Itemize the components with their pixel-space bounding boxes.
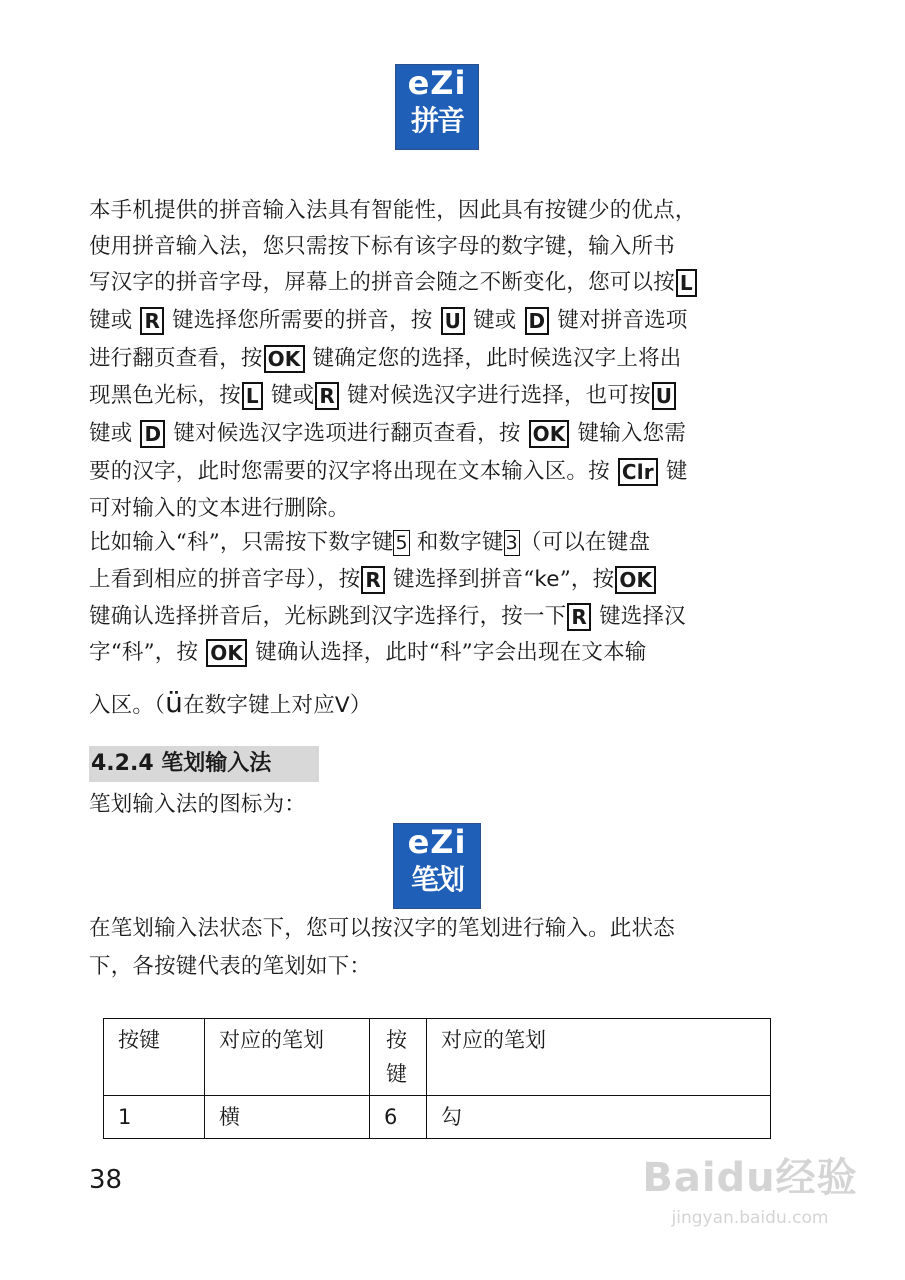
para1-line6: 现黑色光标，按 L 键或 R 键对候选汉字进行选择，也可按 U (89, 381, 677, 411)
para1-line2: 使用拼音输入法，您只需按下标有该字母的数字键，输入所书 (89, 234, 675, 259)
table-header-cell: 对应的笔划 (427, 1019, 771, 1096)
key-R: R (567, 603, 591, 631)
key-OK: OK (529, 420, 570, 448)
para2-line2: 上看到相应的拼音字母），按 R 键选择到拼音“ke”，按 OK (89, 565, 657, 595)
stroke-key-table (103, 1018, 771, 1139)
table-header-cell: 对应的笔划 (205, 1019, 370, 1096)
logo-bottom-text: 拼音 (410, 104, 463, 137)
key-3: 3 (505, 532, 518, 554)
key-R: R (361, 566, 385, 594)
key-OK: OK (615, 566, 656, 594)
baidu-watermark (640, 1150, 860, 1230)
logo-top-text: eZi (407, 823, 467, 861)
para2-line4: 字“科”，按 OK 键确认选择，此时“科”字会出现在文本输 (89, 640, 647, 665)
logo-top-text: eZi (407, 64, 467, 102)
key-R: R (140, 307, 164, 335)
watermark-url: jingyan.baidu.com (671, 1208, 829, 1228)
para2-line1: 比如输入“科”，只需按下数字键 5 和数字键 3（可以在键盘 (89, 530, 651, 555)
para1-line1: 本手机提供的拼音输入法具有智能性，因此具有按键少的优点， (89, 198, 697, 223)
para2-line5: 入区。（ü在数字键上对应V） (89, 686, 372, 719)
table-cell: 1 (104, 1096, 205, 1139)
para1-line7: 键或 D 键对候选汉字选项进行翻页查看，按 OK 键输入您需 (89, 421, 687, 446)
key-OK: OK (206, 639, 247, 667)
table-row (104, 1096, 771, 1139)
key-U: U (652, 382, 676, 410)
logo-bottom-text: 笔划 (410, 863, 463, 896)
para3-line2: 下，各按键代表的笔划如下： (89, 954, 372, 979)
key-Clr: Clr (618, 458, 658, 486)
key-U: U (441, 307, 465, 335)
key-L: L (676, 269, 697, 297)
key-D: D (140, 420, 165, 448)
key-L: L (242, 382, 263, 410)
key-R: R (315, 382, 339, 410)
key-5: 5 (395, 532, 408, 554)
para3-line1: 在笔划输入法状态下，您可以按汉字的笔划进行输入。此状态 (89, 916, 675, 941)
table-header-cell: 按键 (104, 1019, 205, 1096)
para1-line4: 键或 R 键选择您所需要的拼音，按 U 键或 D 键对拼音选项 (89, 308, 688, 333)
key-OK: OK (264, 345, 305, 373)
para1-line3: 写汉字的拼音字母，屏幕上的拼音会随之不断变化，您可以按 L (89, 268, 698, 298)
table-cell: 横 (205, 1096, 370, 1139)
key-D: D (525, 307, 550, 335)
pinyin-input-logo (395, 64, 479, 150)
stroke-input-logo (393, 823, 481, 909)
watermark-brand: Baidu经验 (642, 1155, 858, 1201)
page-number: 38 (89, 1165, 123, 1195)
section-intro: 笔划输入法的图标为： (89, 792, 307, 817)
section-heading: 4.2.4 笔划输入法 (89, 746, 319, 782)
table-cell: 6 (370, 1096, 427, 1139)
table-cell: 勾 (427, 1096, 771, 1139)
para1-line9: 可对输入的文本进行删除。 (89, 496, 350, 521)
table-header-row (104, 1019, 771, 1096)
para1-line5: 进行翻页查看，按 OK 键确定您的选择，此时候选汉字上将出 (89, 346, 682, 371)
table-header-cell: 按键 (370, 1019, 427, 1096)
para1-line8: 要的汉字，此时您需要的汉字将出现在文本输入区。按 Clr 键 (89, 459, 688, 484)
para2-line3: 键确认选择拼音后，光标跳到汉字选择行，按一下 R 键选择汉 (89, 604, 686, 629)
